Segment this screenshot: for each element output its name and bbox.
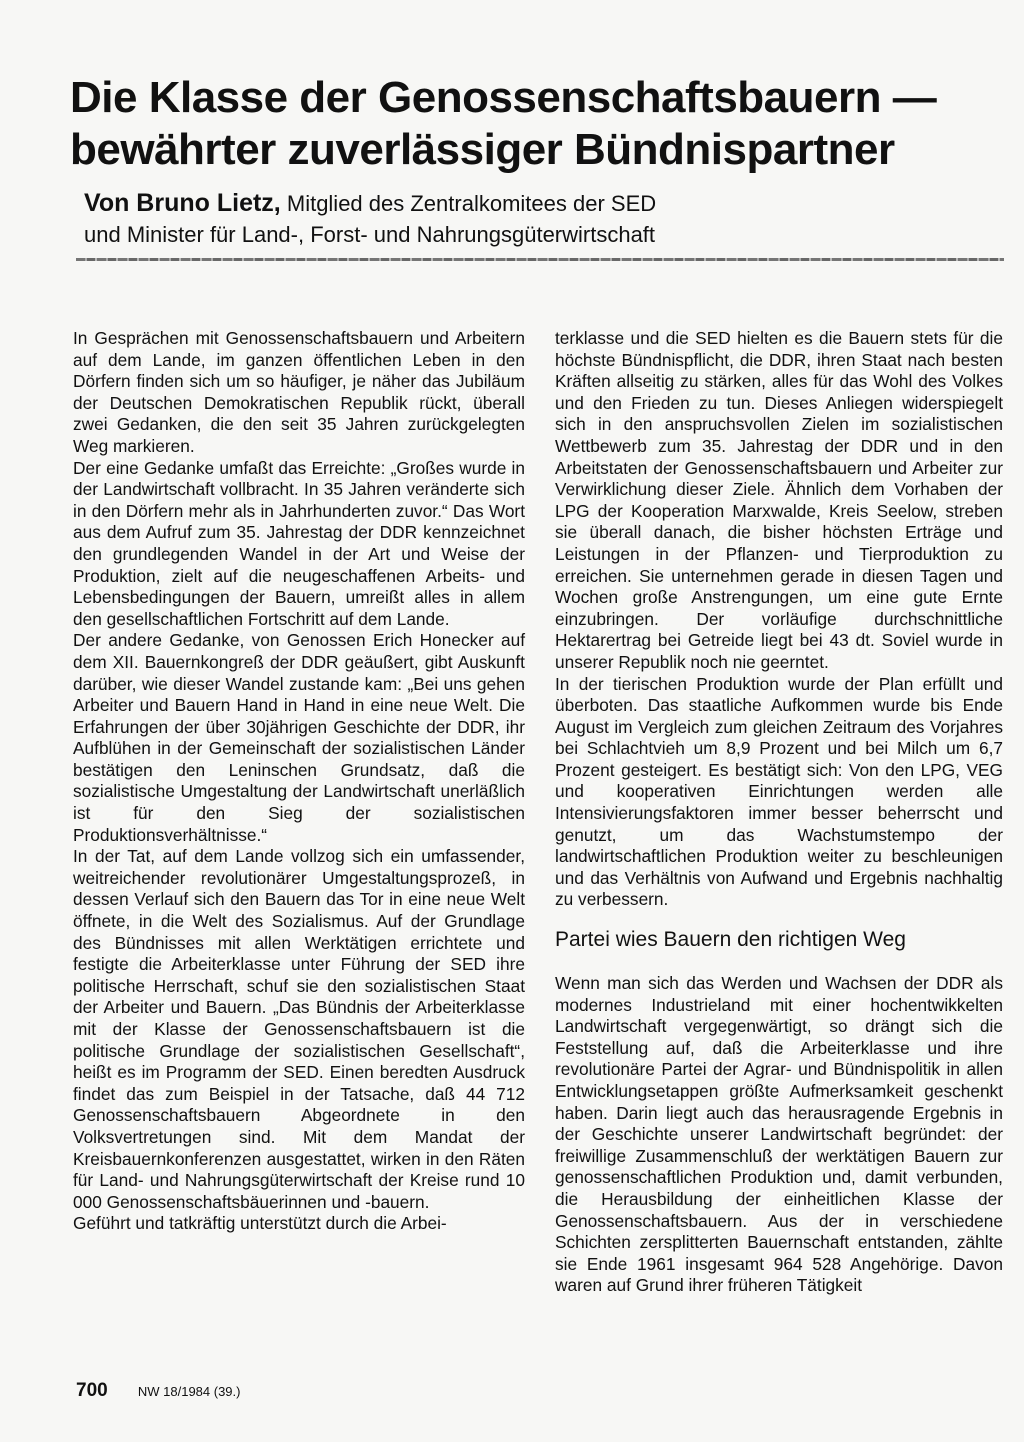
paragraph: Wenn man sich das Werden und Wachsen der DDR als modernes Industrieland mit einer hochentwikkelten Landwirtschaft vergegenwärtigt, so drängt sich die Feststellung auf, daß die Arbeiterklasse und ihre revolutionäre Partei der Agrar- und Bündnispolitik in allen Entwicklungsetappen größte Aufmerksamkeit geschenkt haben. Darin liegt auch das herausragende Ergebnis in der Geschichte unserer Landwirtschaft begründet: der freiwillige Zusammenschluß der werktätigen Bauern zur genossenschaftlichen Produktion und, damit verbunden, die Herausbildung der einheitlichen Klasse der Genossenschaftsbauern. Aus der in verschiedene Schichten zersplitterten Bauernschaft entstanden, zählte sie Ende 1961 insgesamt 964 528 Angehörige. Davon waren auf Grund ihrer früheren Tätigkeit bbox=[555, 973, 1003, 1296]
issue-reference: NW 18/1984 (39.) bbox=[137, 1384, 241, 1399]
paragraph: In der Tat, auf dem Lande vollzog sich ein umfassender, weitreichender revolutionärer Umgestaltungsprozeß, in dessen Verlauf sich den Bauern das Tor in eine neue Welt öffnete, in die Welt des Sozialismus. Auf der Grundlage des Bündnisses mit allen Werktätigen errichtete und festigte die Arbeiterklasse unter Führung der SED ihre politische Herrschaft, schuf sie den sozialistischen Staat der Arbeiter und Bauern. „Das Bündnis der Arbeiterklasse mit der Klasse der Genossenschaftsbauern ist die politische Grundlage der sozialistischen Gesellschaft“, heißt es im Programm der SED. Einen beredten Ausdruck findet das zum Beispiel in der Tatsache, daß 44 712 Genossenschaftsbauern Abgeordnete in den Volksvertretungen sind. Mit dem Mandat der Kreisbauernkonferenzen ausgestattet, wirken in den Räten für Land- und Nahrungsgüterwirtschaft der Kreise rund 10 000 Genossenschaftsbäuerinnen und -bauern. bbox=[73, 846, 525, 1212]
author-role: Mitglied des Zentralkomitees der SED bbox=[280, 191, 657, 216]
section-subheading: Partei wies Bauern den richtigen Weg bbox=[555, 928, 906, 952]
page-footer bbox=[76, 1380, 240, 1402]
byline-line-2: und Minister für Land-, Forst- und Nahrungsgüterwirtschaft bbox=[84, 222, 656, 247]
author-name: Von Bruno Lietz, bbox=[84, 189, 281, 217]
paragraph: terklasse und die SED hielten es die Bauern stets für die höchste Bündnispflicht, die DDR, ihren Staat nach besten Kräften allseitig zu stärken, alles für das Wohl des Volkes und den Frieden zu tun. Dieses Anliegen widerspiegelt sich in den anspruchsvollen Zielen im sozialistischen Wettbewerb zum 35. Jahrestag der DDR und in den Arbeitstaten der Genossenschaftsbauern und Arbeiter zur Verwirklichung dieser Ziele. Ähnlich dem Vorhaben der LPG der Kooperation Marxwalde, Kreis Seelow, streben sie überall danach, die bisher höchsten Erträge und Leistungen in der Pflanzen- und Tierproduktion zu erreichen. Sie unternehmen gerade in diesen Tagen und Wochen große Anstrengungen, um eine gute Ernte einzubringen. Der vorläufige durchschnittliche Hektarertrag bei Getreide liegt bei 43 dt. Soviel wurde in unserer Republik noch nie geerntet. bbox=[555, 328, 1003, 672]
byline bbox=[84, 188, 964, 250]
page-number: 700 bbox=[76, 1380, 108, 1401]
paragraph: Geführt und tatkräftig unterstützt durch die Arbei- bbox=[73, 1213, 447, 1234]
paragraph: In Gesprächen mit Genossenschaftsbauern und Arbeitern auf dem Lande, im ganzen öffentlichen Leben in den Dörfern finden sich um so häufiger, je näher das Jubiläum der Deutschen Demokratischen Republik rückt, überall zwei Gedanken, die den seit 35 Jahren zurückgelegten Weg markieren. bbox=[73, 328, 525, 456]
right-column bbox=[555, 328, 1003, 1297]
title-divider bbox=[76, 258, 1004, 261]
headline-line-2: bewährter zuverlässiger Bündnispartner bbox=[70, 125, 895, 174]
paragraph: In der tierischen Produktion wurde der Plan erfüllt und überboten. Das staatliche Aufkommen wurde bis Ende August im Vergleich zum gleichen Zeitraum des Vorjahres bei Schlachtvieh um 8,9 Prozent und bei Milch um 6,7 Prozent gesteigert. Es bestätigt sich: Von den LPG, VEG und kooperativen Einrichtungen werden alle Intensivierungsfaktoren immer besser beherrscht und genutzt, um das Wachstumstempo der landwirtschaftlichen Produktion weiter zu beschleunigen und das Verhältnis von Aufwand und Ergebnis nachhaltig zu verbessern. bbox=[555, 673, 1003, 910]
paragraph: Der andere Gedanke, von Genossen Erich Honecker auf dem XII. Bauernkongreß der DDR geäußert, gibt Auskunft darüber, wie dieser Wandel zustande kam: „Bei uns gehen Arbeiter und Bauern Hand in Hand in eine neue Welt. Die Erfahrungen der über 30jährigen Geschichte der DDR, ihr Aufblühen in der Gemeinschaft der sozialistischen Länder bestätigen den Leninschen Grundsatz, daß die sozialistische Umgestaltung der Landwirtschaft unerläßlich ist für den Sieg der sozialistischen Produktionsverhältnisse.“ bbox=[73, 630, 525, 845]
paragraph: Der eine Gedanke umfaßt das Erreichte: „Großes wurde in der Landwirtschaft vollbracht. In 35 Jahren veränderte sich in den Dörfern mehr als in Jahrhunderten zuvor.“ Das Wort aus dem Aufruf zum 35. Jahrestag der DDR kennzeichnet den grundlegenden Wandel in der Art und Weise der Produktion, zielt auf die neugeschaffenen Arbeits- und Lebensbedingungen der Bauern, umreißt alles in allem den gesellschaftlichen Fortschritt auf dem Lande. bbox=[73, 457, 525, 629]
left-column bbox=[73, 328, 525, 1235]
byline-line-1 bbox=[84, 188, 964, 219]
article-headline bbox=[70, 72, 970, 176]
headline-line-1: Die Klasse der Genossenschaftsbauern — bbox=[70, 73, 937, 122]
